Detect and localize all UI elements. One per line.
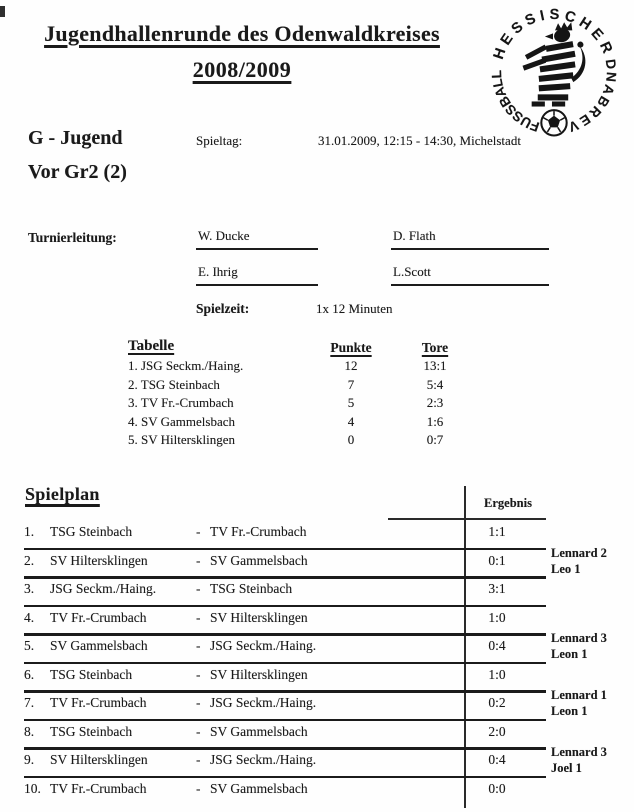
match-row-divider xyxy=(24,662,546,665)
standing-team: JSG Seckm./Haing. xyxy=(141,358,244,373)
match-home-team: SV Hiltersklingen xyxy=(50,552,148,568)
match-row-divider xyxy=(24,690,546,693)
standing-rank: 4. xyxy=(128,413,138,429)
match-row xyxy=(0,524,634,544)
match-separator: - xyxy=(196,524,201,539)
match-scorers xyxy=(551,545,631,577)
standing-goals: 5:4 xyxy=(426,376,444,392)
match-home-team: TV Fr.-Crumbach xyxy=(50,780,147,796)
match-away-team: TV Fr.-Crumbach xyxy=(210,524,307,539)
standing-team: SV Gammelsbach xyxy=(141,413,235,429)
match-result: 0:4 xyxy=(488,752,506,768)
standing-team: SV Hiltersklingen xyxy=(141,432,236,447)
scorer-line: Leon 1 xyxy=(551,704,588,719)
standing-points: 4 xyxy=(347,413,355,429)
match-away-team: JSG Seckm./Haing. xyxy=(210,638,317,654)
match-home-team: SV Gammelsbach xyxy=(50,638,148,654)
match-row xyxy=(0,695,634,715)
match-row-divider xyxy=(24,747,546,750)
match-row xyxy=(0,781,634,801)
match-away-team: SV Gammelsbach xyxy=(210,723,308,739)
standing-goals: 0:7 xyxy=(426,432,444,447)
svg-text:D: D xyxy=(602,58,619,71)
match-result: 1:0 xyxy=(488,609,506,625)
standing-goals: 2:3 xyxy=(426,395,444,410)
match-away-team: SV Gammelsbach xyxy=(210,780,308,796)
standing-rank: 3. xyxy=(128,395,138,410)
svg-text:V: V xyxy=(566,117,581,135)
match-away-team: SV Hiltersklingen xyxy=(210,666,308,682)
match-row-divider xyxy=(24,576,546,579)
match-result: 3:1 xyxy=(488,581,506,597)
match-row-divider xyxy=(24,605,546,608)
official-name-field: L.Scott xyxy=(391,264,549,286)
standings-row xyxy=(0,395,634,413)
standings-row xyxy=(0,358,634,376)
match-away-team: JSG Seckm./Haing. xyxy=(210,752,317,768)
soccer-ball-icon xyxy=(541,110,566,135)
standings-title: Tabelle xyxy=(128,338,175,354)
scorer-line: Leon 1 xyxy=(551,647,588,662)
match-row-divider xyxy=(24,548,546,551)
standing-rank-team xyxy=(128,395,234,411)
match-separator: - xyxy=(196,609,201,625)
match-home-team: TSG Steinbach xyxy=(50,666,133,682)
scorer-line: Lennard 1 xyxy=(551,688,607,703)
match-row xyxy=(0,638,634,658)
match-scorers xyxy=(551,630,631,662)
official-name-field: D. Flath xyxy=(391,228,549,250)
match-result: 0:4 xyxy=(488,638,506,654)
spielzeit-label: Spielzeit: xyxy=(196,301,250,316)
match-row xyxy=(0,553,634,573)
scan-artifact xyxy=(0,6,5,17)
scorer-line: Lennard 3 xyxy=(551,631,607,646)
standing-team: TV Fr.-Crumbach xyxy=(140,395,234,410)
match-home-team: JSG Seckm./Haing. xyxy=(50,581,157,597)
hessian-lion-icon xyxy=(523,22,586,106)
match-separator: - xyxy=(196,552,201,568)
match-separator: - xyxy=(196,638,201,654)
match-number: 6. xyxy=(24,666,35,682)
match-separator: - xyxy=(196,752,201,768)
scorer-line: Leo 1 xyxy=(551,561,581,576)
scorer-line: Lennard 2 xyxy=(551,545,607,560)
page-title: Jugendhallenrunde des Odenwaldkreises xyxy=(44,21,440,46)
spieltag-label: Spieltag: xyxy=(196,133,243,148)
match-result: 0:2 xyxy=(488,695,506,711)
hfv-logo xyxy=(488,5,620,137)
match-number: 9. xyxy=(24,752,35,768)
match-away-team: SV Hiltersklingen xyxy=(210,609,308,625)
logo-text-left: FUSSBALL xyxy=(489,69,542,135)
standing-goals: 1:6 xyxy=(426,413,444,429)
match-number: 8. xyxy=(24,723,35,739)
match-row xyxy=(0,724,634,744)
logo-text-top: HESSISCHER xyxy=(490,7,615,62)
match-row xyxy=(0,581,634,601)
standing-rank-team xyxy=(128,414,235,430)
match-away-team: TSG Steinbach xyxy=(210,581,293,597)
standing-rank-team xyxy=(128,358,243,374)
match-row xyxy=(0,610,634,630)
svg-text:E: E xyxy=(577,111,594,129)
match-home-team: TSG Steinbach xyxy=(50,524,133,539)
scorer-line: Lennard 3 xyxy=(551,745,607,760)
svg-text:A: A xyxy=(599,82,618,97)
match-away-team: JSG Seckm./Haing. xyxy=(210,695,317,711)
standings-row xyxy=(0,414,634,432)
match-number: 2. xyxy=(24,552,35,568)
result-column-header: Ergebnis xyxy=(484,496,532,510)
match-separator: - xyxy=(196,723,201,739)
standing-rank: 2. xyxy=(128,376,138,392)
scorer-line: Joel 1 xyxy=(551,761,582,776)
svg-text:R: R xyxy=(586,103,605,121)
match-result: 0:0 xyxy=(488,780,506,796)
match-away-team: SV Gammelsbach xyxy=(210,552,308,568)
svg-text:B: B xyxy=(594,93,613,110)
match-home-team: TSG Steinbach xyxy=(50,723,133,739)
match-scorers xyxy=(551,744,631,776)
standing-goals: 13:1 xyxy=(423,358,447,373)
match-number: 3. xyxy=(24,581,35,597)
schedule-title: Spielplan xyxy=(25,484,100,504)
match-separator: - xyxy=(196,581,201,597)
official-name-field: E. Ihrig xyxy=(196,264,318,286)
logo-text-right xyxy=(566,58,619,135)
spieltag-value: 31.01.2009, 12:15 - 14:30, Michelstadt xyxy=(318,133,521,148)
standing-rank-team xyxy=(128,377,220,393)
official-name-field: W. Ducke xyxy=(196,228,318,250)
match-row-divider xyxy=(24,719,546,722)
match-row-divider xyxy=(24,633,546,636)
match-number: 1. xyxy=(24,524,35,539)
match-scorers xyxy=(551,687,631,719)
result-header-underline xyxy=(388,518,546,520)
match-separator: - xyxy=(196,780,201,796)
standing-team: TSG Steinbach xyxy=(140,376,220,392)
match-number: 4. xyxy=(24,609,35,625)
match-number: 5. xyxy=(24,638,35,654)
standing-rank: 5. xyxy=(128,432,138,447)
standing-points: 5 xyxy=(347,395,355,410)
match-number: 10. xyxy=(24,780,41,796)
standing-points: 7 xyxy=(347,376,355,392)
match-separator: - xyxy=(196,666,201,682)
match-row xyxy=(0,752,634,772)
match-result: 2:0 xyxy=(488,723,506,739)
standing-rank: 1. xyxy=(128,358,138,373)
match-home-team: TV Fr.-Crumbach xyxy=(50,609,147,625)
match-row xyxy=(0,667,634,687)
spielzeit-value: 1x 12 Minuten xyxy=(316,301,393,316)
match-home-team: SV Hiltersklingen xyxy=(50,752,148,768)
svg-text:N: N xyxy=(603,71,619,83)
standing-rank-team xyxy=(128,432,235,448)
turnierleitung-label: Turnierleitung: xyxy=(28,230,117,245)
age-group-label: G - Jugend xyxy=(28,127,123,149)
page-subtitle-season: 2008/2009 xyxy=(192,57,292,82)
match-result: 0:1 xyxy=(488,552,506,568)
match-result: 1:0 xyxy=(488,666,506,682)
standing-points: 0 xyxy=(347,432,355,447)
match-home-team: TV Fr.-Crumbach xyxy=(50,695,147,711)
match-separator: - xyxy=(196,695,201,711)
standings-goals-header: Tore xyxy=(421,340,449,355)
match-number: 7. xyxy=(24,695,35,711)
standings-row xyxy=(0,377,634,395)
group-label: Vor Gr2 (2) xyxy=(28,161,127,183)
standing-points: 12 xyxy=(344,358,358,373)
standings-row xyxy=(0,432,634,450)
match-row-divider xyxy=(24,776,546,779)
match-result: 1:1 xyxy=(488,524,506,539)
standings-points-header: Punkte xyxy=(330,340,372,355)
